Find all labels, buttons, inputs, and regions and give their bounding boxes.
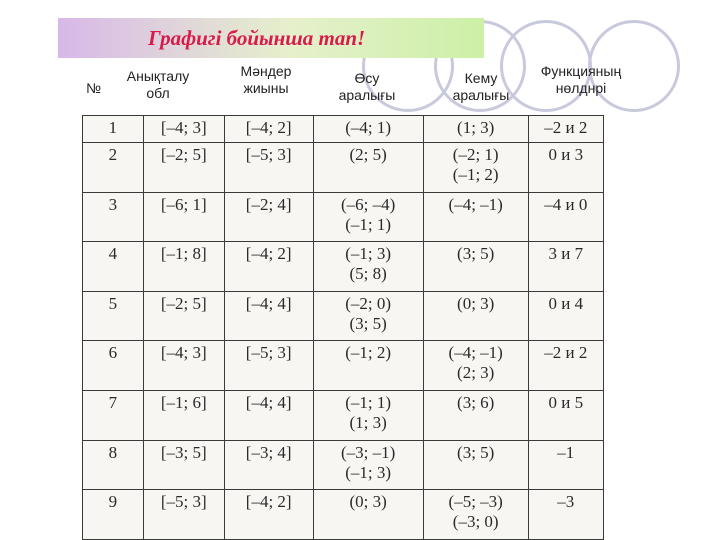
range-cell: [–4; 2] [224, 490, 313, 540]
increase-cell-line: (2; 5) [349, 144, 387, 164]
table-row [83, 192, 604, 242]
header-decrease-line-2: аралығы [452, 87, 510, 103]
increase-cell-line: (–1; 1) [345, 214, 392, 234]
functions-table [82, 115, 604, 540]
header-increase-line-1: Өсу [354, 70, 380, 86]
functions-table-grid [82, 115, 604, 540]
decrease-cell-line: (–4; –1) [448, 343, 503, 363]
decrease-cell [423, 490, 528, 540]
decrease-cell-line: (3; 5) [457, 244, 495, 264]
row-number-cell: 3 [83, 192, 144, 242]
header-num [86, 80, 101, 97]
decrease-cell-line: (0; 3) [457, 293, 495, 313]
increase-cell-line: (–1; 2) [345, 343, 392, 363]
decrease-cell [423, 341, 528, 391]
table-row [83, 440, 604, 490]
decrease-cell [423, 192, 528, 242]
domain-cell: [–2; 5] [143, 142, 224, 192]
domain-cell: [–3; 5] [143, 440, 224, 490]
header-decrease-line-1: Кему [464, 70, 498, 86]
zeros-cell: –2 и 2 [528, 116, 603, 143]
zeros-cell: –2 и 2 [528, 341, 603, 391]
zeros-cell: 0 и 4 [528, 291, 603, 341]
row-number-cell: 6 [83, 341, 144, 391]
row-number-cell: 8 [83, 440, 144, 490]
header-domain-line-2: обл [146, 85, 170, 101]
domain-cell: [–5; 3] [143, 490, 224, 540]
range-cell: [–5; 3] [224, 341, 313, 391]
increase-cell [313, 116, 423, 143]
increase-cell-line: (–3; –1) [341, 442, 396, 462]
range-cell: [–2; 4] [224, 192, 313, 242]
decrease-cell [423, 242, 528, 292]
table-row [83, 341, 604, 391]
decrease-cell-line: (–3; 0) [452, 512, 499, 532]
header-range [230, 63, 302, 97]
header-increase [326, 70, 408, 104]
table-row [83, 242, 604, 292]
header-domain-line-1: Анықталу [126, 68, 190, 84]
increase-cell-line: (–1; 1) [345, 393, 392, 412]
row-number-cell: 7 [83, 391, 144, 441]
decrease-cell [423, 440, 528, 490]
domain-cell: [–4; 3] [143, 341, 224, 391]
header-num-label: № [86, 80, 102, 96]
increase-cell [313, 440, 423, 490]
decrease-cell [423, 116, 528, 143]
increase-cell-line: (1; 3) [349, 413, 387, 432]
range-cell: [–4; 4] [224, 391, 313, 441]
increase-cell-line: (5; 8) [349, 264, 387, 284]
header-range-line-1: Мәндер [240, 63, 292, 79]
zeros-cell: –4 и 0 [528, 192, 603, 242]
domain-cell: [–4; 3] [143, 116, 224, 143]
increase-cell [313, 192, 423, 242]
decrease-cell [423, 142, 528, 192]
table-row [83, 490, 604, 540]
table-row [83, 291, 604, 341]
range-cell: [–3; 4] [224, 440, 313, 490]
zeros-cell: –3 [528, 490, 603, 540]
header-zeros-line-1: Функцияның [540, 63, 622, 79]
range-cell: [–5; 3] [224, 142, 313, 192]
increase-cell-line: (–4; 1) [345, 118, 392, 137]
zeros-cell: –1 [528, 440, 603, 490]
decrease-cell-line: (3; 6) [457, 393, 495, 412]
increase-cell [313, 341, 423, 391]
domain-cell: [–1; 8] [143, 242, 224, 292]
row-number-cell: 2 [83, 142, 144, 192]
page-title: Графигі бойынша тап! [148, 26, 366, 50]
increase-cell [313, 242, 423, 292]
increase-cell-line: (–2; 0) [345, 293, 392, 313]
row-number-cell: 9 [83, 490, 144, 540]
header-zeros-line-2: нөлднрі [555, 80, 607, 96]
decrease-cell-line: (–5; –3) [448, 492, 503, 512]
increase-cell-line: (–6; –4) [341, 194, 396, 214]
decrease-cell-line: (2; 3) [457, 363, 495, 383]
range-cell: [–4; 4] [224, 291, 313, 341]
decrease-cell-line: (–1; 2) [452, 164, 499, 184]
zeros-cell: 0 и 5 [528, 391, 603, 441]
zeros-cell: 0 и 3 [528, 142, 603, 192]
zeros-cell: 3 и 7 [528, 242, 603, 292]
increase-cell-line: (3; 5) [349, 313, 387, 333]
header-range-line-2: жиыны [243, 80, 289, 96]
table-row [83, 142, 604, 192]
increase-cell-line: (–1; 3) [345, 462, 392, 482]
decrease-cell-line: (1; 3) [457, 118, 495, 137]
header-zeros [526, 63, 636, 97]
decrease-cell [423, 291, 528, 341]
table-body [83, 116, 604, 540]
header-domain [126, 68, 190, 102]
table-row [83, 116, 604, 143]
increase-cell-line: (0; 3) [349, 492, 387, 512]
increase-cell-line: (–1; 3) [345, 244, 392, 264]
range-cell: [–4; 2] [224, 242, 313, 292]
increase-cell [313, 490, 423, 540]
domain-cell: [–6; 1] [143, 192, 224, 242]
row-number-cell: 5 [83, 291, 144, 341]
decrease-cell [423, 391, 528, 441]
domain-cell: [–1; 6] [143, 391, 224, 441]
increase-cell [313, 391, 423, 441]
decrease-cell-line: (–4; –1) [448, 194, 503, 214]
decrease-cell-line: (–2; 1) [452, 144, 499, 164]
domain-cell: [–2; 5] [143, 291, 224, 341]
table-row [83, 391, 604, 441]
header-decrease [440, 70, 522, 104]
increase-cell [313, 291, 423, 341]
header-increase-line-2: аралығы [338, 87, 396, 103]
row-number-cell: 1 [83, 116, 144, 143]
increase-cell [313, 142, 423, 192]
range-cell: [–4; 2] [224, 116, 313, 143]
row-number-cell: 4 [83, 242, 144, 292]
decrease-cell-line: (3; 5) [457, 442, 495, 462]
